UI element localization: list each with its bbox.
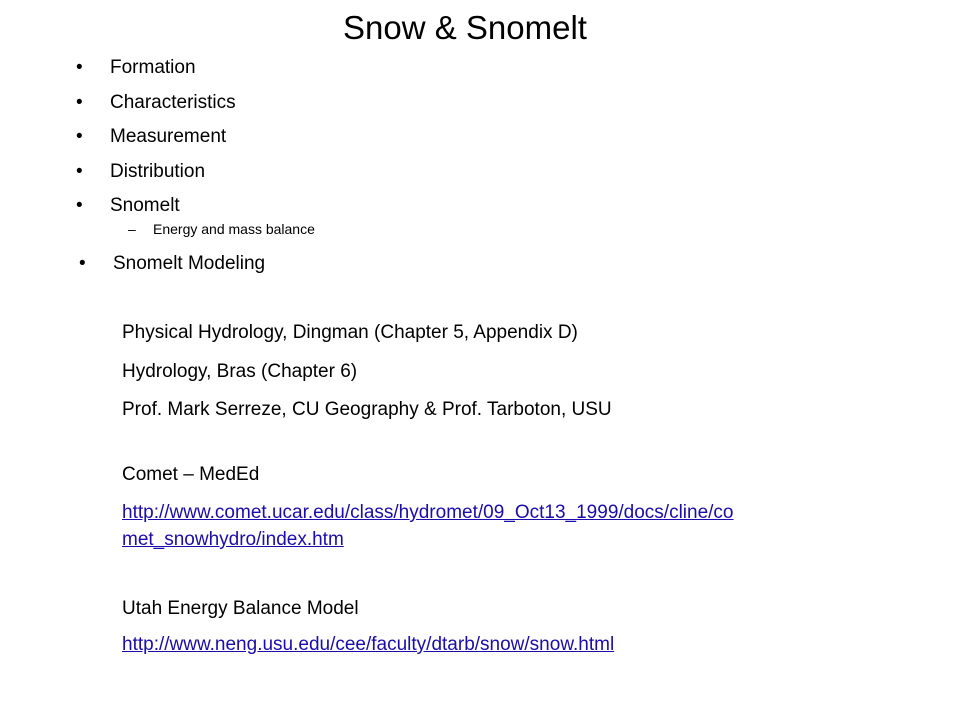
topic-list [76,55,315,285]
bullet-glyph: • [76,91,83,113]
reference-bras: Hydrology, Bras (Chapter 6) [122,361,358,382]
bullet-glyph: • [76,57,83,78]
list-item [76,159,315,194]
bullet-glyph: • [76,126,83,147]
comet-link-line-2: met_snowhydro/index.htm [122,529,344,550]
reference-credits: Prof. Mark Serreze, CU Geography & Prof. Tarboton, USU [122,399,612,420]
list-item [76,90,315,125]
slide-title: Snow & Snomelt [343,9,587,46]
list-item-label: Measurement [110,126,227,147]
bullet-glyph: • [76,195,83,216]
utah-link[interactable]: http://www.neng.usu.edu/cee/faculty/dtarb/snow/snow.html [122,634,615,655]
sub-list-item [76,219,315,251]
utah-label: Utah Energy Balance Model [122,598,359,619]
comet-link-line-1: http://www.comet.ucar.edu/class/hydromet/09_Oct13_1999/docs/cline/co [122,502,734,523]
comet-link[interactable] [122,500,734,526]
list-item [76,55,315,90]
list-item-label: Characteristics [110,91,236,113]
bullet-glyph: • [76,160,83,182]
list-item-label: Distribution [110,160,206,182]
list-item-label: Snomelt Modeling [113,252,266,274]
bullet-glyph: • [79,252,86,274]
list-item [79,251,315,286]
list-item-label: Formation [110,57,196,78]
list-item-label: Snomelt [110,195,180,216]
list-item [76,124,315,159]
dash-glyph: – [128,220,136,237]
sub-list-item-label: Energy and mass balance [153,220,315,237]
reference-dingman: Physical Hydrology, Dingman (Chapter 5, Appendix D) [122,322,578,343]
comet-link-continued[interactable] [122,527,344,553]
comet-label: Comet – MedEd [122,464,260,485]
